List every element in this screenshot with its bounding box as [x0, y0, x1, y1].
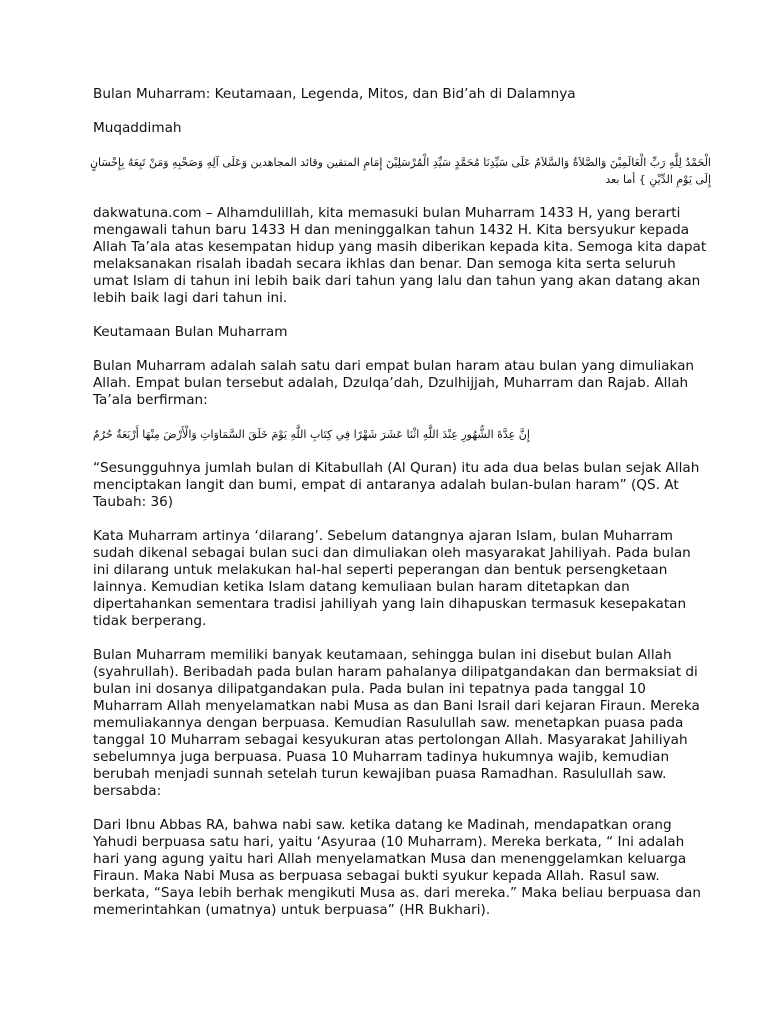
- paragraph-hadith: Dari Ibnu Abbas RA, bahwa nabi saw. ketika datang ke Madinah, mendapatkan orang Yahudi berpuasa satu hari, yaitu ‘Asyuraa (10 Muharram). Mereka berkata, “ Ini adalah hari yang agung yaitu hari Allah menyelamatkan Musa dan menenggelamkan keluarga Firaun. Maka Nabi Musa as berpuasa sebagai bukti syukur kepada Allah. Rasul saw. berkata, “Saya lebih berhak mengikuti Musa as. dari mereka.” Maka beliau berpuasa dan memerintahkan (umatnya) untuk berpuasa” (HR Bukhari).: [93, 817, 701, 918]
- document-body: [89, 86, 711, 936]
- paragraph-muharram-meaning: Kata Muharram artinya ‘dilarang’. Sebelum datangnya ajaran Islam, bulan Muharram sudah dikenal sebagai bulan suci dan dimuliakan oleh masyarakat Jahiliyah. Pada bulan ini dilarang untuk melakukan hal-hal seperti peperangan dan bentuk persengketaan lainnya. Kemudian ketika Islam datang kemuliaan bulan haram ditetapkan dan dipertahankan sementara tradisi jahiliyah yang lain dihapuskan termasuk kesepakatan tidak berperang.: [93, 528, 691, 629]
- paragraph-haram-months: Bulan Muharram adalah salah satu dari empat bulan haram atau bulan yang dimuliakan Allah. Empat bulan tersebut adalah, Dzulqa’dah, Dzulhijjah, Muharram dan Rajab. Allah Ta’ala berfirman:: [93, 358, 695, 408]
- paragraph-intro: dakwatuna.com – Alhamdulillah, kita memasuki bulan Muharram 1433 H, yang berarti mengawali tahun baru 1433 H dan meninggalkan tahun 1432 H. Kita bersyukur kepada Allah Ta’ala atas kesempatan hidup yang masih diberikan kepada kita. Semoga kita dapat melaksanakan risalah ibadah secara ikhlas dan benar. Dan semoga kita serta seluruh umat Islam di tahun ini lebih baik dari tahun yang lalu dan tahun yang akan datang akan lebih baik lagi dari tahun ini.: [93, 205, 707, 306]
- heading-muqaddimah: Muqaddimah: [93, 120, 182, 136]
- paragraph-verse-translation: “Sesungguhnya jumlah bulan di Kitabullah (Al Quran) itu ada dua belas bulan sejak Allah menciptakan langit dan bumi, empat di antaranya adalah bulan-bulan haram” (QS. At Taubah: 36): [93, 460, 700, 510]
- heading-keutamaan: Keutamaan Bulan Muharram: [93, 324, 288, 340]
- arabic-opening-text: الْحَمْدُ لِلَّهِ رَبِّ الْعَالَمِيْنَ وَالصَّلاَةُ وَالسَّلاَمُ عَلَى سَيِّدِنَا مُحَمَّدٍ سَيِّدِ الْمُرْسَلِيْنَ إِمَامِ المتقين وقائد المجاهدين وَعَلَى آلِهِ وَصَحْبِهِ وَمَنْ تَبِعَهُ بِإِحْسَانٍ إِلَى يَوْمِ الدِّيْنِ } أما بعد: [89, 156, 711, 186]
- document-title: Bulan Muharram: Keutamaan, Legenda, Mitos, dan Bid’ah di Dalamnya: [93, 86, 576, 102]
- paragraph-muharram-virtues: Bulan Muharram memiliki banyak keutamaan, sehingga bulan ini disebut bulan Allah (syahrullah). Beribadah pada bulan haram pahalanya dilipatgandakan dan bermaksiat di bulan ini dosanya dilipatgandakan pula. Pada bulan ini tepatnya pada tanggal 10 Muharram Allah menyelamatkan nabi Musa as dan Bani Israil dari kejaran Firaun. Mereka memuliakannya dengan berpuasa. Kemudian Rasulullah saw. menetapkan puasa pada tanggal 10 Muharram sebagai kesyukuran atas pertolongan Allah. Masyarakat Jahiliyah sebelumnya juga berpuasa. Puasa 10 Muharram tadinya hukumnya wajib, kemudian berubah menjadi sunnah setelah turun kewajiban puasa Ramadhan. Rasulullah saw. bersabda:: [93, 647, 700, 799]
- arabic-verse-text: إِنَّ عِدَّةَ الشُّهُورِ عِنْدَ اللَّهِ اثْنَا عَشَرَ شَهْرًا فِي كِتَابِ اللَّهِ يَوْمَ خَلَقَ السَّمَاوَاتِ وَالْأَرْضَ مِنْهَا أَرْبَعَةٌ حُرُمٌ: [93, 428, 530, 441]
